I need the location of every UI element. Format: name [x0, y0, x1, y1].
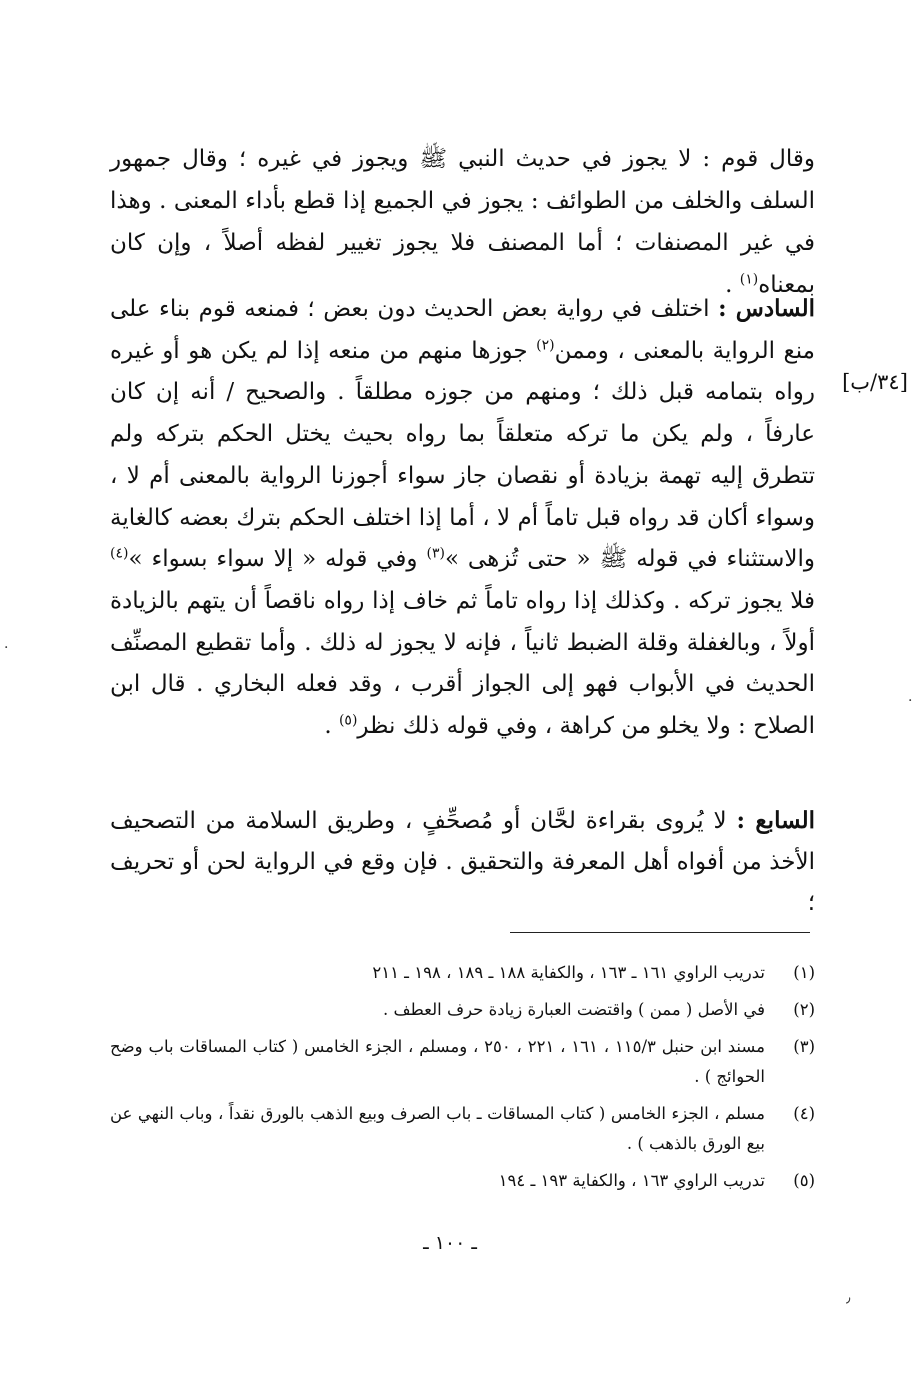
paragraph-2-part-1: اختلف في رواية بعض الحديث دون بعض ؛ فمنعه قوم بناء على منع الرواية بالمعنى ، وممن [110, 296, 816, 364]
paragraph-2-text [110, 288, 815, 748]
footnote-item [110, 1099, 815, 1159]
footnote-item [110, 1032, 815, 1092]
footnote-text: تدريب الراوي ١٦٣ ، والكفاية ١٩٣ ـ ١٩٤ [498, 1171, 765, 1190]
section-heading-seventh: السابع : [736, 807, 815, 834]
page-number: ـ ١٠٠ ـ [423, 1232, 477, 1254]
footnote-item [110, 995, 815, 1025]
footnote-separator [510, 932, 810, 933]
footnote-ref-1[interactable]: (١) [739, 271, 759, 288]
scan-speck-bottom: ٫ [846, 1290, 851, 1306]
footnote-item [110, 1166, 815, 1196]
paragraph-3-body: لا يُروى بقراءة لحَّان أو مُصحِّفٍ ، وطريق السلامة من التصحيف الأخذ من أفواه أهل المعرفة والتحقيق . فإن وقع في الرواية لحن أو تحريف ؛ [110, 808, 815, 916]
footnote-number: (٢) [793, 1000, 815, 1019]
paragraph-2-part-3: وفي قوله « إلا سواء بسواء » [128, 546, 427, 573]
paragraph-2-end: . [324, 713, 339, 740]
scan-speck-left: · [4, 640, 9, 656]
footnote-number: (٣) [793, 1037, 815, 1056]
paragraph-2-part-4: فلا يجوز تركه . وكذلك إذا رواه تاماً ثم خاف إذا رواه ناقصاً أن يتهم بالزيادة أولاً ، وبالغفلة وقلة الضبط ثانياً ، فإنه لا يجوز له ذلك . وأما تقطيع المصنِّف الحديث في الأبواب فهو إلى الجواز أقرب ، وقد فعله البخاري . قال ابن الصلاح : ولا يخلو من كراهة ، وفي قوله ذلك نظر [110, 587, 815, 740]
section-heading-sixth: السادس : [718, 295, 816, 322]
scan-speck-right: · [908, 693, 913, 709]
paragraph-2-part-2: جوزها منهم من منعه إذا لم يكن هو أو غيره رواه بتمامه قبل ذلك ؛ ومنهم من جوزه مطلقاً . والصحيح / أنه إن كان عارفاً ، ولم يكن ما تركه متعلقاً بما رواه بحيث يختل الحكم بتركه ولم تتطرق إليه تهمة بزيادة أو نقصان جاز سواء أجوزنا الرواية بالمعنى أم لا ، وسواء أكان قد رواه قبل تاماً أم لا ، أما إذا اختلف الحكم بترك بعضه كالغاية والاستثناء في قوله ﷺ « حتى تُزهى » [110, 337, 815, 573]
footnote-ref-2[interactable]: (٢) [536, 337, 555, 354]
paragraph-3-text [110, 800, 815, 924]
footnote-number: (٤) [793, 1104, 815, 1123]
paragraph-3 [110, 800, 815, 924]
footnote-ref-4[interactable]: (٤) [110, 545, 129, 562]
footnote-ref-3[interactable]: (٣) [426, 545, 445, 562]
manuscript-folio-marker: [٣٤/ب] [842, 370, 908, 394]
footnote-number: (١) [793, 963, 815, 982]
footnote-ref-5[interactable]: (٥) [338, 712, 358, 729]
footnote-item [110, 958, 815, 988]
footnote-text: تدريب الراوي ١٦١ ـ ١٦٣ ، والكفاية ١٨٨ ـ ١٨٩ ، ١٩٨ ـ ٢١١ [372, 963, 765, 982]
footnote-text: مسلم ، الجزء الخامس ( كتاب المساقات ـ باب الصرف وبيع الذهب بالورق نقداً ، وباب النهي عن بيع الورق بالذهب ) . [110, 1104, 765, 1153]
paragraph-1 [110, 138, 815, 306]
footnote-text: مسند ابن حنبل ١١٥/٣ ، ١٦١ ، ٢٢١ ، ٢٥٠ ، ومسلم ، الجزء الخامس ( كتاب المساقات باب وضح الحوائج ) . [110, 1037, 765, 1086]
paragraph-1-end: . [725, 272, 740, 298]
paragraph-2 [110, 288, 815, 748]
paragraph-1-body: وقال قوم : لا يجوز في حديث النبي ﷺ ويجوز في غيره ؛ وقال جمهور السلف والخلف من الطوائف : يجوز في الجميع إذا قطع بأداء المعنى . وهذا في غير المصنفات ؛ أما المصنف فلا يجوز تغيير لفظه أصلاً ، وإن كان بمعناه [110, 146, 815, 298]
footnote-number: (٥) [793, 1171, 815, 1190]
footnote-text: في الأصل ( ممن ) واقتضت العبارة زيادة حرف العطف . [383, 1000, 765, 1019]
paragraph-1-text [110, 138, 815, 306]
footnotes-list [110, 958, 815, 1203]
